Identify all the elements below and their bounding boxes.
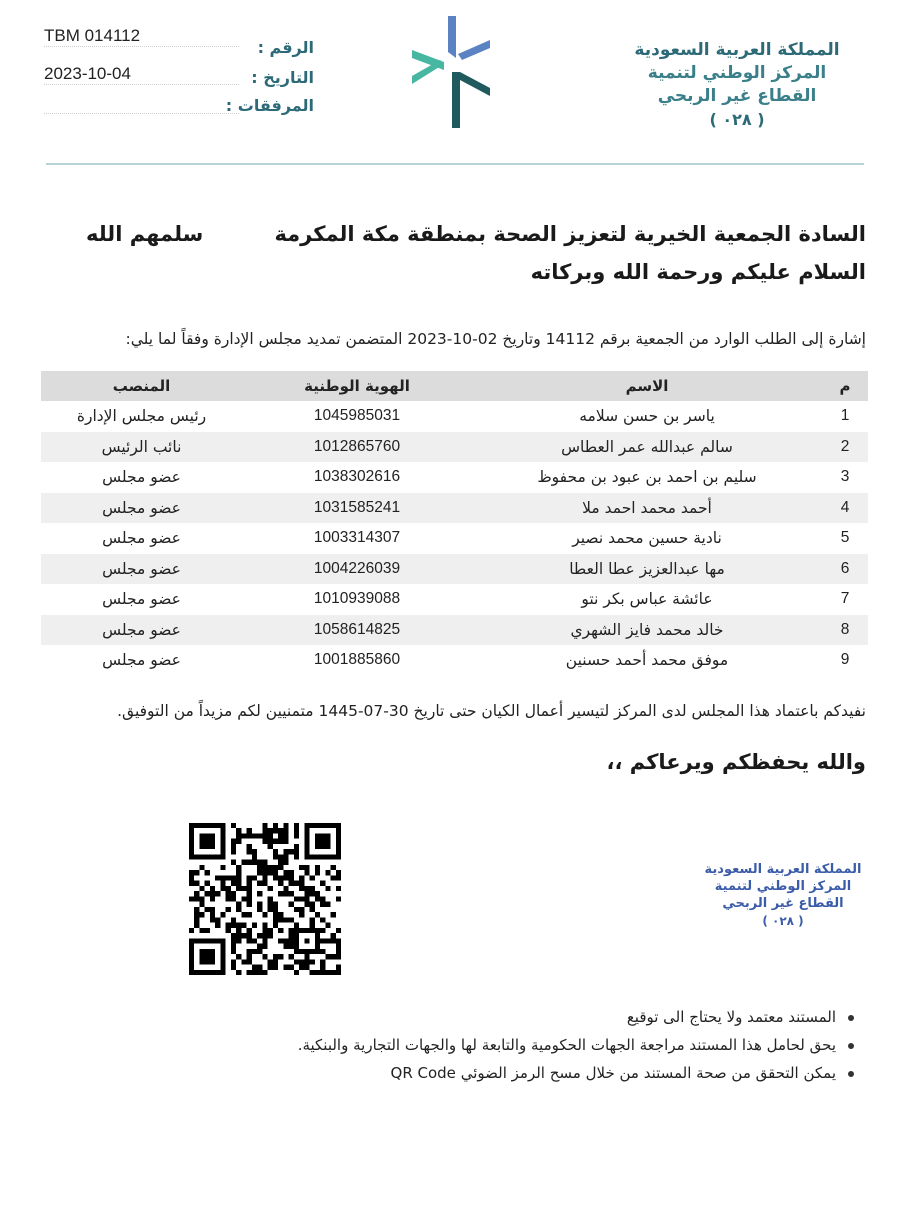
attachments-row: [44, 96, 314, 120]
row-num: 4: [822, 493, 868, 524]
table-row: [41, 554, 868, 585]
note-text: المستند معتمد ولا يحتاج الى توقيع: [626, 1008, 836, 1026]
note-text: يمكن التحقق من صحة المستند من خلال مسح الرمز الضوئي QR Code: [390, 1064, 836, 1082]
row-name: عائشة عباس بكر نتو: [581, 590, 713, 609]
row-position: عضو مجلس: [41, 493, 242, 524]
org-country: المملكة العربية السعودية: [634, 40, 840, 60]
org-center: المركز الوطني لتنمية: [647, 63, 827, 83]
addressee-salutation: سلمهم الله: [86, 222, 204, 246]
bullet-icon: [848, 1015, 854, 1021]
seal-code: ( ٠٢٨ ): [762, 914, 804, 928]
reference-number-label: الرقم :: [257, 38, 314, 57]
table-header-row: [41, 371, 868, 401]
farewell: والله يحفظكم ويرعاكم ،،: [606, 750, 866, 774]
row-num: 7: [840, 590, 850, 608]
row-num: 8: [822, 615, 868, 646]
row-num: 2: [822, 432, 868, 463]
row-name: مها عبدالعزيز عطا العطا: [472, 554, 822, 585]
table-row: [41, 584, 868, 615]
row-national-id: 1001885860: [313, 651, 401, 669]
organization-block: [622, 38, 852, 132]
row-name: موفق محمد أحمد حسنين: [565, 651, 729, 670]
row-position: عضو مجلس: [41, 554, 242, 585]
table-row: [41, 645, 868, 676]
row-num: 1: [840, 407, 850, 425]
header-national-id: الهوية الوطنية: [242, 371, 472, 401]
row-name: سالم عبدالله عمر العطاس: [472, 432, 822, 463]
seal-sector: القطاع غير الربحي: [722, 896, 844, 911]
note-text: يحق لحامل هذا المستند مراجعة الجهات الحكومية والتابعة لها والجهات التجارية والبنكية.: [297, 1036, 836, 1054]
row-position: عضو مجلس: [41, 615, 242, 646]
reference-number-value: TBM 014112: [44, 26, 141, 45]
header-divider: [46, 163, 864, 165]
org-code: ( ٠٢٨ ): [709, 110, 765, 129]
seal-country: المملكة العربية السعودية: [704, 862, 862, 877]
row-national-id: 1012865760: [242, 432, 472, 463]
date-line: [44, 84, 239, 85]
reference-number-row: [44, 26, 314, 57]
row-position: عضو مجلس: [102, 529, 181, 548]
row-national-id: 1038302616: [313, 468, 401, 486]
row-national-id: 1058614825: [242, 615, 472, 646]
bullet-icon: [848, 1043, 854, 1049]
intro-paragraph: إشارة إلى الطلب الوارد من الجمعية برقم 14112 وتاريخ 02-10-2023 المتضمن تمديد مجلس الإدارة وفقاً لما يلي:: [125, 330, 866, 348]
table-row: [41, 432, 868, 463]
table-row: [41, 493, 868, 524]
row-name: نادية حسين محمد نصير: [572, 529, 722, 548]
row-national-id: 1045985031: [313, 407, 401, 425]
board-members-table: [41, 371, 868, 676]
row-name: ياسر بن حسن سلامه: [579, 407, 715, 426]
closing-paragraph: نفيدكم باعتماد هذا المجلس لدى المركز لتيسير أعمال الكيان حتى تاريخ 30-07-1445 متمنيين لكم مزيداً من التوفيق.: [117, 702, 866, 720]
row-national-id: 1004226039: [242, 554, 472, 585]
header-name: الاسم: [472, 371, 822, 401]
date-row: [44, 64, 314, 88]
header-num: م: [822, 371, 868, 401]
row-position: عضو مجلس: [102, 468, 181, 487]
list-item: [298, 1031, 854, 1059]
row-position: عضو مجلس: [102, 590, 181, 609]
list-item: [298, 1003, 854, 1031]
seal-center: المركز الوطني لتنمية: [714, 879, 852, 894]
org-sector: القطاع غير الربحي: [657, 86, 817, 106]
addressee: السادة الجمعية الخيرية لتعزيز الصحة بمنطقة مكة المكرمة: [274, 222, 866, 246]
table-row: [41, 523, 868, 554]
row-national-id: 1003314307: [313, 529, 401, 547]
row-num: 6: [822, 554, 868, 585]
row-position: عضو مجلس: [102, 651, 181, 670]
row-name: سليم بن احمد بن عبود بن محفوظ: [537, 468, 757, 487]
row-num: 9: [840, 651, 850, 669]
row-position: رئيس مجلس الإدارة: [76, 407, 207, 426]
row-name: خالد محمد فايز الشهري: [472, 615, 822, 646]
greeting: السلام عليكم ورحمة الله وبركاته: [530, 260, 866, 284]
table-row: [41, 462, 868, 493]
reference-number-line: [44, 46, 239, 47]
date-value: 2023-10-04: [44, 64, 131, 83]
row-position: نائب الرئيس: [41, 432, 242, 463]
ncnp-logo-icon: [404, 12, 498, 132]
date-label: التاريخ :: [251, 68, 314, 87]
bullet-icon: [848, 1071, 854, 1077]
row-name: أحمد محمد احمد ملا: [472, 493, 822, 524]
attachments-line: [44, 113, 239, 114]
qr-code-icon[interactable]: [189, 823, 341, 975]
table-row: [41, 401, 868, 432]
list-item: [298, 1059, 854, 1087]
notes-list: [298, 1003, 854, 1087]
row-num: 5: [840, 529, 850, 547]
row-national-id: 1010939088: [313, 590, 401, 608]
row-num: 3: [840, 468, 850, 486]
table-row: [41, 615, 868, 646]
attachments-label: المرفقات :: [225, 96, 314, 115]
seal-organization-block: [700, 861, 866, 930]
row-national-id: 1031585241: [242, 493, 472, 524]
header-position: المنصب: [41, 371, 242, 401]
